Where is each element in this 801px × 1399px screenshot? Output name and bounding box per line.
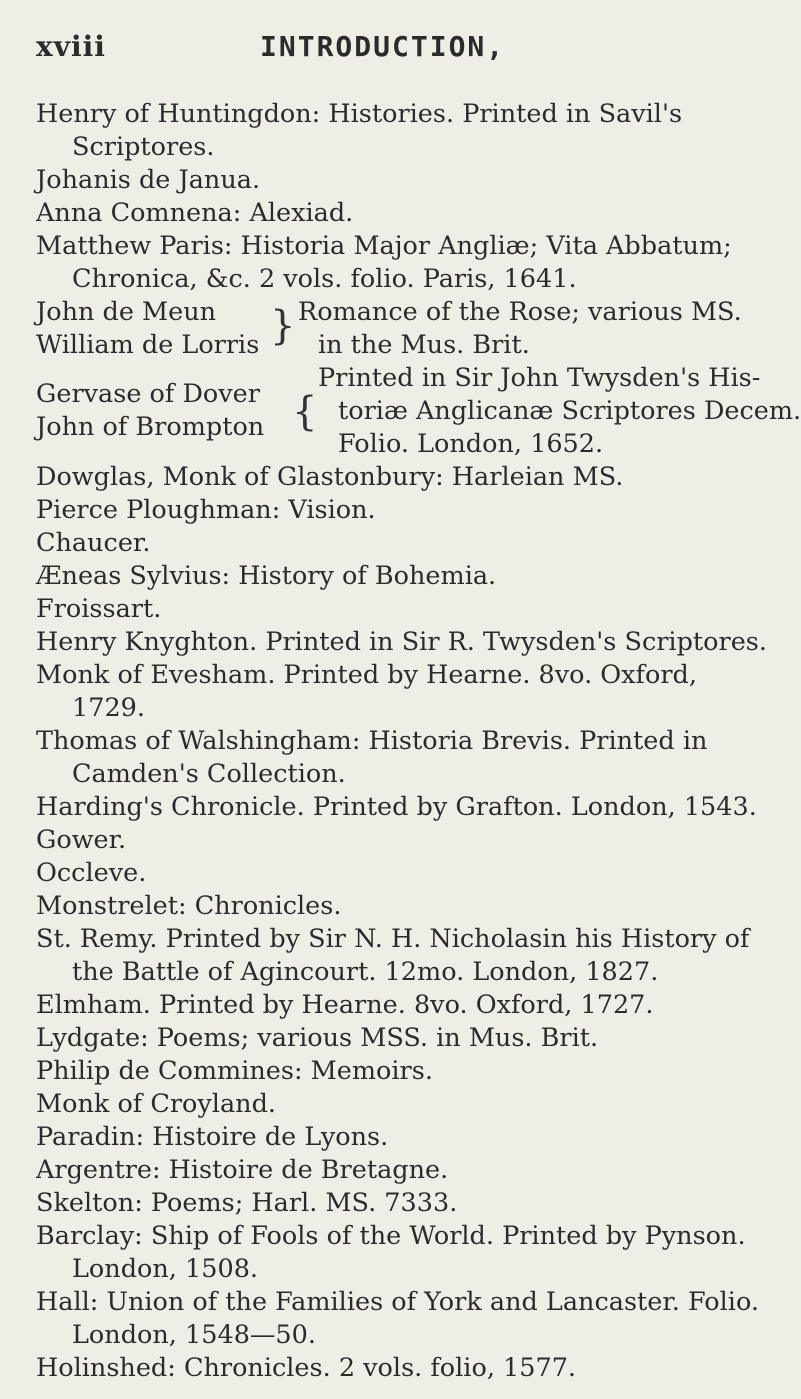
list-item: Skelton: Poems; Harl. MS. 7333.	[36, 1188, 458, 1218]
page-number: xviii	[36, 30, 106, 63]
bracketed-entry-meun	[36, 296, 778, 362]
entry-text: Romance of the Rose; various MS.	[298, 297, 742, 327]
brace-icon: {	[292, 389, 318, 435]
entry-text: in the Mus. Brit.	[318, 330, 530, 360]
list-item: Pierce Ploughman: Vision.	[36, 495, 376, 525]
list-item: Chaucer.	[36, 528, 151, 558]
bracketed-entry-dover	[36, 362, 801, 461]
author-name: John de Meun	[36, 297, 217, 327]
list-item: Occleve.	[36, 858, 147, 888]
list-item: Hall: Union of the Families of York and Lancaster. Folio. London, 1548—50.	[36, 1287, 759, 1350]
list-item: Thomas of Walshingham: Historia Brevis. Printed in Camden's Collection.	[36, 726, 708, 789]
list-item: Henry Knyghton. Printed in Sir R. Twysden's Scriptores.	[36, 627, 767, 657]
list-item: St. Remy. Printed by Sir N. H. Nicholasin his History of the Battle of Agincourt. 12mo. London, 1827.	[36, 924, 750, 987]
list-item: Dowglas, Monk of Glastonbury: Harleian MS.	[36, 462, 624, 492]
running-title: INTRODUCTION,	[260, 30, 506, 63]
list-item: Paradin: Histoire de Lyons.	[36, 1122, 389, 1152]
list-item: Holinshed: Chronicles. 2 vols. folio, 1577.	[36, 1353, 577, 1383]
list-item: Monk of Evesham. Printed by Hearne. 8vo. Oxford, 1729.	[36, 660, 697, 723]
list-item: Johanis de Janua.	[36, 165, 261, 195]
list-item: Gower.	[36, 825, 127, 855]
list-item: Argentre: Histoire de Bretagne.	[36, 1155, 449, 1185]
brace-icon: }	[270, 303, 296, 349]
list-item: Philip de Commines: Memoirs.	[36, 1056, 433, 1086]
list-item: Barclay: Ship of Fools of the World. Printed by Pynson. London, 1508.	[36, 1221, 746, 1284]
entry-text: toriæ Anglicanæ Scriptores Decem.	[338, 396, 801, 426]
author-name: Gervase of Dover	[36, 379, 260, 409]
list-item: Æneas Sylvius: History of Bohemia.	[36, 561, 497, 591]
running-head	[36, 30, 776, 70]
list-item: Matthew Paris: Historia Major Angliæ; Vita Abbatum; Chronica, &c. 2 vols. folio. Paris, 1641.	[36, 231, 732, 294]
list-item: Harding's Chronicle. Printed by Grafton. London, 1543.	[36, 792, 757, 822]
list-item: Monstrelet: Chronicles.	[36, 891, 342, 921]
author-name: John of Brompton	[36, 412, 265, 442]
author-name: William de Lorris	[36, 330, 260, 360]
list-item: Monk of Croyland.	[36, 1089, 277, 1119]
list-item: Froissart.	[36, 594, 162, 624]
entry-text: Printed in Sir John Twysden's His-	[318, 363, 761, 393]
list-item: Lydgate: Poems; various MSS. in Mus. Brit.	[36, 1023, 599, 1053]
list-item: Elmham. Printed by Hearne. 8vo. Oxford, 1727.	[36, 990, 654, 1020]
list-item: Henry of Huntingdon: Histories. Printed in Savil's Scriptores.	[36, 99, 683, 162]
list-item: Anna Comnena: Alexiad.	[36, 198, 354, 228]
entry-text: Folio. London, 1652.	[338, 429, 604, 459]
bibliography-list	[36, 98, 801, 1385]
